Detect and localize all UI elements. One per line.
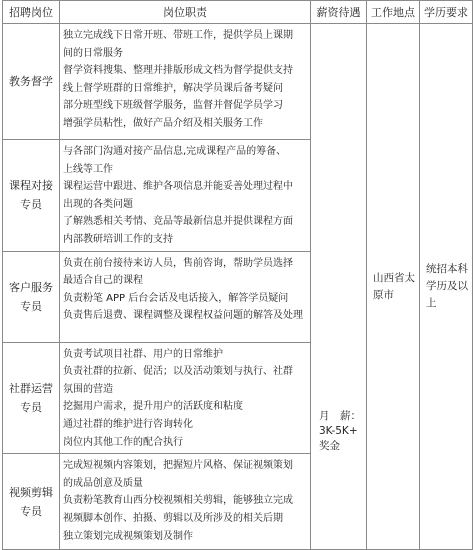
- duty-line: 视频脚本创作、拍摄、剪辑以及所涉及的相关后期: [63, 512, 283, 524]
- position-name: 专员: [20, 299, 42, 313]
- duty-line: 课程运营中跟进、维护各项信息并能妥善处理过程中: [63, 181, 293, 193]
- duty-line: 负责粉笔 APP 后台会话及电话接入，解答学员疑问: [63, 292, 289, 304]
- duty-line: 挖掘用户需求，提升用户的活跃度和粘度: [63, 401, 243, 413]
- duty-line: 岗位内其他工作的配合执行: [63, 436, 183, 448]
- header-education: 学历要求: [420, 1, 473, 24]
- duties-cell: [60, 342, 311, 454]
- location-line: 山西省太: [373, 271, 415, 284]
- position-cell: [3, 140, 60, 252]
- header-location: 工作地点: [367, 1, 420, 24]
- duty-line: 独立完成线下日常开班、带班工作，提供学员上课期: [63, 30, 293, 41]
- position-cell: [3, 342, 60, 454]
- duty-line: 通过社群的维护进行咨询转化: [63, 418, 193, 430]
- duty-line: 负责考试项目社群、用户的日常维护: [63, 348, 223, 360]
- position-name: 专员: [20, 198, 42, 212]
- salary-line: 月 薪：: [319, 410, 361, 422]
- position-cell: [3, 24, 60, 140]
- position-name: 教务督学: [9, 75, 53, 88]
- position-cell: [3, 454, 60, 550]
- position-name: 课程对接: [9, 179, 53, 193]
- education-line: 统招本科: [426, 263, 468, 276]
- duty-line: 负责粉笔教育山西分校视频相关剪辑，能够独立完成: [63, 495, 293, 507]
- duty-line: 内部教研培训工作的支持: [63, 233, 173, 245]
- duty-line: 出现的各类问题: [63, 198, 133, 210]
- salary-line: 奖金: [319, 440, 340, 452]
- duty-line: 与各部门沟通对接产品信息,完成课程产品的筹备、: [63, 146, 287, 157]
- salary-cell: [311, 24, 367, 550]
- duties-cell: [60, 24, 311, 140]
- salary-line: 3K-5K+: [319, 425, 358, 437]
- duties-cell: [60, 251, 311, 342]
- duties-cell: [60, 140, 311, 252]
- duties-cell: [60, 454, 311, 550]
- location-cell: [367, 24, 420, 550]
- duty-line: 独立策划完成视频策划及制作: [63, 530, 193, 542]
- position-cell: [3, 251, 60, 342]
- header-position: 招聘岗位: [3, 1, 60, 24]
- duty-line: 督学资料搜集、整理并排版形成文档为督学提供支持: [63, 65, 293, 77]
- position-name: 专员: [20, 400, 42, 414]
- duty-line: 负责在前台接待来访人员，售前咨询，帮助学员选择: [63, 257, 293, 269]
- duty-line: 了解熟悉相关考情、竞品等最新信息并提供课程方面: [63, 216, 293, 228]
- education-line: 学历及以: [426, 280, 468, 293]
- duty-line: 间的日常服务: [63, 47, 123, 59]
- location-line: 原市: [373, 288, 394, 301]
- position-name: 专员: [20, 504, 42, 518]
- table-header-row: [3, 1, 473, 24]
- table-row: [3, 24, 473, 140]
- position-name: 社群运营: [9, 381, 53, 395]
- duty-line: 增强学员粘性，做好产品介绍及相关服务工作: [63, 117, 263, 129]
- duty-line: 氛围的营造: [63, 383, 113, 395]
- duty-line: 负责售后退费、课程调整及课程权益问题的解答及处理: [63, 310, 303, 322]
- education-line: 上: [426, 297, 437, 310]
- job-table: [2, 0, 473, 550]
- duty-line: 部分班型线下班级督学服务，监督并督促学员学习: [63, 100, 283, 112]
- education-cell: [420, 24, 473, 550]
- duty-line: 负责社群的拉新、促活；以及活动策划与执行、社群: [63, 366, 293, 378]
- duty-line: 最适合自己的课程: [63, 275, 143, 287]
- header-duties: 岗位职责: [60, 1, 311, 24]
- duty-line: 的成品创意及质量: [63, 477, 143, 489]
- duty-line: 线上督学班群的日常维护，解决学员课后备考疑问: [63, 82, 283, 94]
- duty-line: 上线等工作: [63, 163, 113, 175]
- duty-line: 完成短视频内容策划，把握短片风格、保证视频策划: [63, 460, 293, 472]
- position-name: 视频剪辑: [9, 485, 53, 499]
- header-salary: 薪资待遇: [311, 1, 367, 24]
- position-name: 客户服务: [9, 280, 53, 294]
